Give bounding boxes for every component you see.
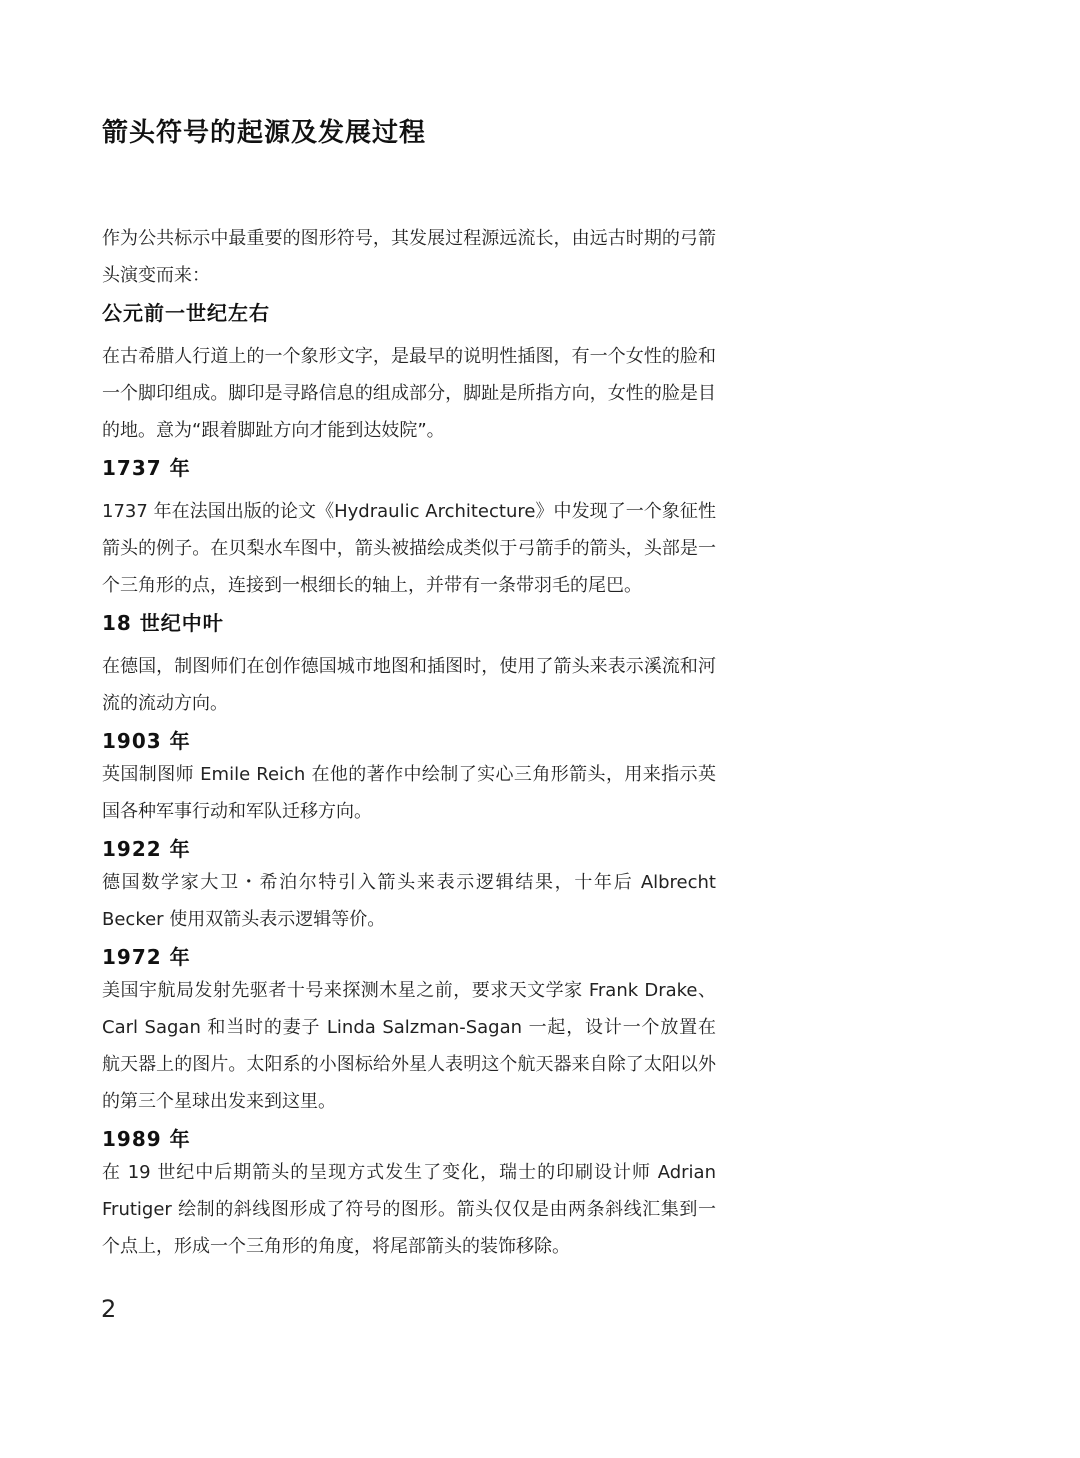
section-1972 xyxy=(102,942,716,1120)
section-paragraph: 英国制图师 Emile Reich 在他的著作中绘制了实心三角形箭头，用来指示英国各种军事行动和军队迁移方向。 xyxy=(102,764,716,822)
section-heading: 1922 年 xyxy=(102,837,191,861)
section-paragraph: 在德国，制图师们在创作德国城市地图和插图时，使用了箭头来表示溪流和河流的流动方向。 xyxy=(102,656,716,714)
section-1737 xyxy=(102,453,716,604)
section-heading: 1989 年 xyxy=(102,1127,191,1151)
section-1903 xyxy=(102,726,716,830)
section-1922 xyxy=(102,834,716,938)
section-paragraph: 德国数学家大卫・希泊尔特引入箭头来表示逻辑结果，十年后 Albrecht Becker 使用双箭头表示逻辑等价。 xyxy=(102,872,716,930)
section-paragraph: 在古希腊人行道上的一个象形文字，是最早的说明性插图，有一个女性的脸和一个脚印组成。脚印是寻路信息的组成部分，脚趾是所指方向，女性的脸是目的地。意为“跟着脚趾方向才能到达妓院”。 xyxy=(102,346,716,441)
intro-paragraph: 作为公共标示中最重要的图形符号，其发展过程源远流长，由远古时期的弓箭头演变而来： xyxy=(102,228,716,286)
section-heading: 公元前一世纪左右 xyxy=(102,301,270,325)
section-paragraph: 1737 年在法国出版的论文《Hydraulic Architecture》中发现了一个象征性箭头的例子。在贝梨水车图中，箭头被描绘成类似于弓箭手的箭头，头部是一个三角形的点，连接到一根细长的轴上，并带有一条带羽毛的尾巴。 xyxy=(102,501,716,596)
section-heading: 1737 年 xyxy=(102,456,191,480)
section-18th-century xyxy=(102,608,716,722)
section-heading: 18 世纪中叶 xyxy=(102,611,224,635)
page-number: 2 xyxy=(101,1295,117,1323)
section-heading: 1972 年 xyxy=(102,945,191,969)
section-1989 xyxy=(102,1124,716,1265)
section-paragraph: 在 19 世纪中后期箭头的呈现方式发生了变化，瑞士的印刷设计师 Adrian Frutiger 绘制的斜线图形成了符号的图形。箭头仅仅是由两条斜线汇集到一个点上，形成一个三角形的角度，将尾部箭头的装饰移除。 xyxy=(102,1162,716,1257)
page-title: 箭头符号的起源及发展过程 xyxy=(102,118,427,149)
article-body xyxy=(102,220,716,1265)
section-paragraph: 美国宇航局发射先驱者十号来探测木星之前，要求天文学家 Frank Drake、Carl Sagan 和当时的妻子 Linda Salzman-Sagan 一起，设计一个放置在航天器上的图片。太阳系的小图标给外星人表明这个航天器来自除了太阳以外的第三个星球出发来到这里。 xyxy=(102,980,716,1112)
section-heading: 1903 年 xyxy=(102,729,191,753)
section-1st-century-bc xyxy=(102,298,716,449)
